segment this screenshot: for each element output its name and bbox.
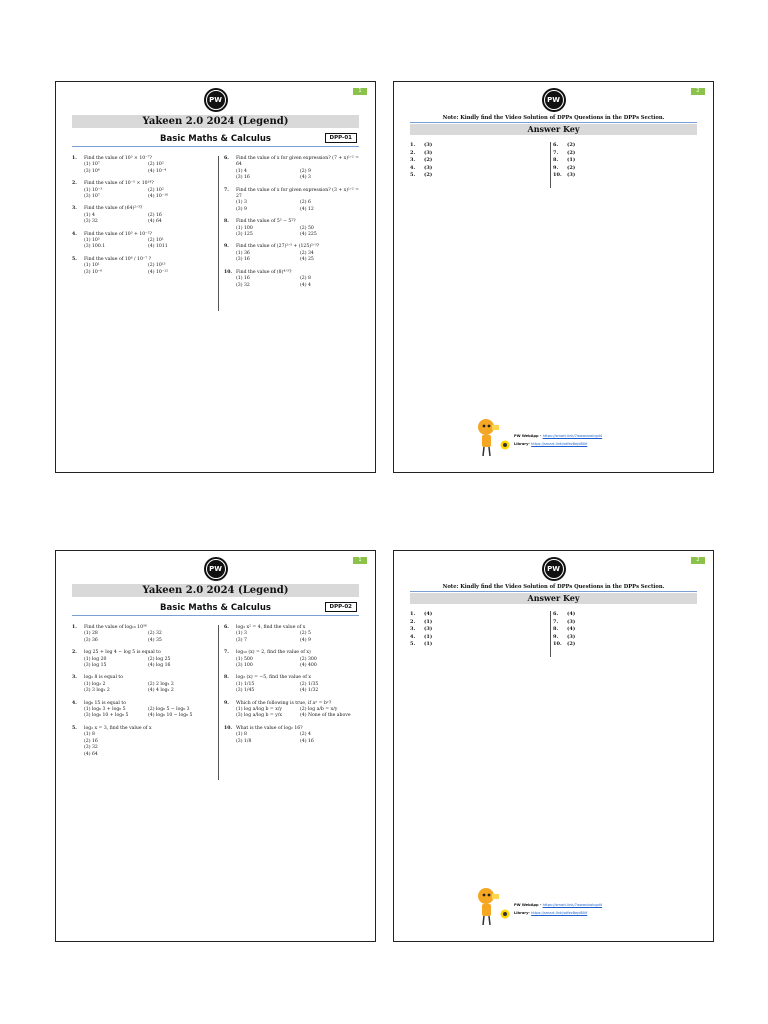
answer-option: (4) 64	[84, 751, 98, 757]
answer-option: (2) log a/b = x/y	[300, 707, 338, 713]
note-divider	[410, 591, 697, 592]
answer-option: (4) log 16	[148, 663, 171, 669]
question-number: 6.	[224, 625, 229, 630]
answer-option: (3) 10⁻⁶	[84, 269, 103, 275]
answer-option: (3) log 15	[84, 663, 107, 669]
answer-row	[410, 611, 550, 619]
title-divider	[72, 615, 359, 616]
answer-option: (3) 3 log₂ 2	[84, 688, 110, 694]
question-text: Find the value of 10³ × 10⁻⁷?	[84, 156, 152, 161]
answer-option: (2) 5	[300, 631, 311, 637]
answer-value: (4)	[424, 611, 433, 617]
question-item	[72, 701, 212, 720]
answer-column-divider	[550, 142, 551, 188]
answer-option: (3) log a/log b = y/x	[236, 713, 282, 719]
answer-column-left	[410, 142, 550, 180]
question-number: 8.	[224, 219, 229, 225]
question-item	[224, 675, 364, 694]
answer-option: (4) 225	[300, 232, 317, 238]
answer-option: (3) 32	[84, 745, 98, 751]
library-icon	[500, 909, 510, 919]
option-grid	[72, 263, 212, 276]
column-divider	[218, 156, 219, 311]
answer-option: (3) 16	[236, 175, 250, 181]
question-number: 1.	[72, 156, 77, 161]
answer-row	[410, 626, 550, 634]
webapp-link[interactable]: https://smart.link/7wwosivoicgd4	[542, 434, 603, 438]
question-item	[224, 701, 364, 720]
question-number: 3.	[72, 206, 77, 212]
answer-key-page-2	[393, 550, 714, 942]
answer-option: (4) 10⁻⁴	[148, 168, 167, 174]
answer-option: (2) 16	[84, 738, 98, 744]
library-link[interactable]: https://smart.link/sdfez8ejd80if	[531, 911, 588, 915]
answer-option: (4) 12	[300, 206, 314, 212]
option-grid	[224, 657, 364, 670]
answer-option: (2) 16	[148, 212, 162, 218]
answer-option	[148, 752, 212, 758]
dpp-badge: DPP-02	[325, 602, 357, 612]
answer-option: (3) 9	[236, 206, 247, 212]
footer-link-list	[514, 432, 602, 448]
answer-option: (4) None of the above	[300, 713, 351, 719]
question-text: log₂ 8 is equal to	[84, 675, 124, 681]
question-item	[72, 650, 212, 669]
question-number: 10.	[224, 269, 232, 275]
answer-number: 8.	[553, 626, 559, 633]
webapp-label: PW WebApp -	[514, 434, 543, 438]
answer-value: (3)	[567, 633, 576, 640]
answer-option: (3) 100.1	[84, 244, 106, 250]
option-grid	[224, 276, 364, 289]
answer-number: 2.	[410, 618, 416, 625]
answer-option: (3) log₆ 10 + log₆ 5	[84, 713, 129, 719]
answer-option: (4) 1011	[148, 244, 168, 250]
question-text: Find the value of (8)⁴ᐟ³?	[236, 269, 292, 275]
answer-row	[410, 142, 550, 150]
answer-row	[553, 641, 693, 649]
answer-option: (4) 25	[300, 257, 314, 263]
answer-option: (4) 10⁻¹⁰	[148, 194, 168, 200]
option-grid	[72, 162, 212, 175]
mascot-icon	[476, 887, 500, 927]
question-number: 8.	[224, 675, 229, 681]
answer-option: (3) 10⁶	[84, 168, 100, 174]
library-label: Library-	[514, 442, 532, 446]
question-number: 2.	[72, 181, 77, 187]
answer-option: (1) 500	[236, 656, 253, 662]
answer-number: 10.	[553, 641, 562, 648]
title-divider	[72, 146, 359, 147]
answer-value: (3)	[424, 142, 433, 148]
answer-option: (1) 10⁷	[84, 162, 100, 168]
answer-option: (1) 10⁻³	[84, 187, 103, 193]
webapp-label: PW WebApp -	[514, 903, 543, 907]
answer-option: (3) 32	[236, 282, 250, 288]
answer-row	[410, 157, 550, 165]
answer-row	[553, 611, 693, 619]
dpp-badge: DPP-01	[325, 133, 357, 143]
answer-value: (3)	[424, 626, 433, 633]
question-item	[224, 650, 364, 669]
answer-option: (1) 100	[236, 225, 253, 231]
answer-option: (1) 8	[84, 732, 95, 738]
answer-option: (2) 4	[300, 732, 311, 738]
answer-row	[553, 142, 693, 150]
question-columns	[72, 625, 361, 921]
question-text: log₆ 15 is equal to	[84, 700, 126, 706]
answer-option: (1) 36	[236, 250, 250, 256]
answer-column-right	[553, 611, 693, 649]
answer-option: (2) 1/35	[300, 681, 319, 687]
answer-option: (4) 4	[300, 282, 311, 288]
footer-link-list	[514, 901, 602, 917]
question-number: 3.	[72, 675, 77, 681]
mascot-icon	[476, 418, 500, 458]
answer-column-divider	[550, 611, 551, 657]
column-divider	[218, 625, 219, 780]
answer-option: (3) 125	[236, 232, 253, 238]
answer-option: (3) 36	[84, 637, 98, 643]
answer-number: 9.	[553, 164, 559, 171]
question-text: Find the value of 5³ − 5²?	[236, 219, 296, 225]
answer-option: (4) 400	[300, 663, 317, 669]
question-item	[72, 625, 212, 644]
library-icon	[500, 440, 510, 450]
answer-value: (2)	[567, 149, 576, 156]
subject-title: Basic Maths & Calculus	[160, 603, 271, 613]
page-number: 1	[353, 88, 367, 95]
answer-number: 8.	[553, 157, 559, 164]
question-item	[224, 270, 364, 289]
pw-logo-icon: PW	[204, 557, 228, 581]
option-grid	[72, 213, 212, 226]
answer-option: (1) 4	[84, 212, 95, 218]
answer-option: (3) 1/8	[236, 738, 252, 744]
answer-option: (4) log₆ 10 − log₆ 5	[148, 713, 193, 719]
option-grid	[72, 238, 212, 251]
pw-logo-icon: PW	[542, 88, 566, 112]
library-link[interactable]: https://smart.link/sdfez8ejd80if	[531, 442, 588, 446]
answer-number: 9.	[553, 633, 559, 640]
question-item	[224, 156, 364, 182]
question-item	[224, 625, 364, 644]
question-text: Find the value of 10⁻⁵ × 10¹⁴?	[84, 181, 154, 187]
answer-value: (3)	[424, 164, 433, 171]
question-item	[72, 257, 212, 276]
option-grid	[224, 169, 364, 182]
answer-row	[553, 157, 693, 165]
answer-option: (2) 6	[300, 200, 311, 206]
dpp-02-question-page	[55, 550, 376, 942]
question-item	[72, 181, 212, 200]
answer-number: 7.	[553, 618, 559, 625]
answer-number: 7.	[553, 149, 559, 156]
answer-value: (2)	[424, 157, 433, 164]
answer-option: (4) 3	[300, 175, 311, 181]
answer-option: (2) 32	[148, 631, 162, 637]
batch-title: Yakeen 2.0 2024 (Legend)	[72, 584, 359, 597]
option-grid	[224, 226, 364, 239]
question-text: Find the value of log₁₀ 10³⁶	[84, 625, 147, 630]
answer-option: (4) 64	[148, 219, 162, 225]
answer-key-title: Answer Key	[410, 124, 697, 135]
answer-option: (3) 1/45	[236, 688, 255, 694]
batch-title: Yakeen 2.0 2024 (Legend)	[72, 115, 359, 128]
question-column-left	[72, 156, 212, 282]
answer-number: 5.	[410, 641, 416, 648]
question-item	[72, 156, 212, 175]
option-grid	[224, 251, 364, 264]
answer-option: (1) 3	[236, 200, 247, 206]
answer-option: (1) 8	[236, 732, 247, 738]
question-item	[224, 726, 364, 745]
answer-option: (4) 10⁻¹²	[148, 269, 168, 275]
answer-key-title: Answer Key	[410, 593, 697, 604]
answer-number: 4.	[410, 164, 416, 171]
video-solution-note: Note: Kindly find the Video Solution of DPPs Questions in the DPPs Section.	[442, 584, 665, 590]
option-grid	[72, 631, 212, 644]
answer-value: (4)	[567, 626, 576, 633]
question-number: 9.	[224, 700, 229, 706]
footer-links	[476, 887, 636, 929]
question-text: log₂ x = 3, find the value of x	[84, 725, 152, 731]
answer-option: (3) 7	[236, 637, 247, 643]
answer-option: (1) log₆ 3 + log₆ 5	[84, 707, 126, 713]
answer-option: (2) log₆ 5 − log₆ 3	[148, 707, 190, 713]
question-text: Which of the following is true, if aˣ = bʸ?	[236, 700, 332, 706]
answer-row	[553, 172, 693, 180]
pw-logo-icon: PW	[542, 557, 566, 581]
question-number: 10.	[224, 725, 232, 731]
question-column-left	[72, 625, 212, 764]
page-number: 2	[691, 557, 705, 564]
answer-option: (2) 9	[300, 168, 311, 174]
answer-value: (1)	[424, 633, 433, 640]
answer-option: (2) log 25	[148, 656, 171, 662]
question-number: 6.	[224, 156, 229, 161]
question-item	[224, 219, 364, 238]
answer-value: (2)	[424, 172, 433, 179]
answer-value: (3)	[567, 172, 576, 179]
question-text: Find the value of (27)²ᐟ³ + (125)²ᐟ³?	[236, 244, 320, 250]
answer-option: (2) 10¹³	[148, 263, 166, 269]
question-text: Find the value of x for given expression? (3 + x)¹ᐟ² = 27	[236, 187, 359, 200]
question-text: Find the value of 10⁶ / 10⁻⁷ ?	[84, 256, 152, 262]
question-number: 5.	[72, 256, 77, 262]
question-text: Find the value of 10³ + 10⁻²?	[84, 231, 152, 237]
subject-title: Basic Maths & Calculus	[160, 134, 271, 144]
answer-option: (1) 10⁵	[84, 238, 100, 244]
answer-option: (3) 32	[84, 219, 98, 225]
question-columns	[72, 156, 361, 452]
answer-option: (3) 10⁷	[84, 194, 100, 200]
question-number: 4.	[72, 700, 77, 706]
pw-logo-icon: PW	[204, 88, 228, 112]
question-item	[224, 188, 364, 214]
answer-option: (4) 16	[300, 738, 314, 744]
answer-value: (4)	[567, 611, 576, 617]
question-item	[72, 726, 212, 758]
video-solution-note: Note: Kindly find the Video Solution of DPPs Questions in the DPPs Section.	[442, 115, 665, 121]
question-item	[72, 232, 212, 251]
answer-number: 6.	[553, 142, 559, 148]
answer-option: (2) 10²	[148, 187, 164, 193]
answer-value: (3)	[567, 618, 576, 625]
answer-option: (2) 300	[300, 656, 317, 662]
answer-column-left	[410, 611, 550, 649]
option-grid	[224, 707, 364, 720]
option-grid	[72, 657, 212, 670]
question-text: log₁₀ (x) = 2, find the value of x)	[236, 650, 311, 656]
answer-row	[553, 626, 693, 634]
dpp-01-question-page	[55, 81, 376, 473]
answer-number: 4.	[410, 633, 416, 640]
page-number: 2	[691, 88, 705, 95]
option-grid	[72, 707, 212, 720]
question-number: 7.	[224, 187, 229, 193]
answer-value: (1)	[424, 641, 433, 648]
answer-option: (2) 34	[300, 250, 314, 256]
answer-option: (1) log 20	[84, 656, 107, 662]
question-column-right	[224, 625, 364, 751]
note-divider	[410, 122, 697, 123]
answer-option: (4) 35	[148, 637, 162, 643]
answer-value: (3)	[424, 149, 433, 156]
question-text: log₃ x² = 4, find the value of x	[236, 625, 306, 630]
answer-number: 3.	[410, 626, 416, 633]
question-text: log 25 + log 4 − log 5 is equal to	[84, 650, 161, 656]
answer-number: 1.	[410, 142, 416, 148]
answer-option: (1) 1/15	[236, 681, 255, 687]
answer-option: (4) 4 log₂ 2	[148, 688, 174, 694]
answer-number: 10.	[553, 172, 562, 179]
answer-number: 2.	[410, 149, 416, 156]
answer-value: (1)	[424, 618, 433, 625]
question-text: What is the value of log₂ 16?	[236, 725, 303, 731]
webapp-link[interactable]: https://smart.link/7wwosivoicgd4	[542, 903, 603, 907]
answer-option: (1) 3	[236, 631, 247, 637]
page-number: 1	[353, 557, 367, 564]
answer-option: (1) log₂ 2	[84, 681, 106, 687]
answer-key-page-1	[393, 81, 714, 473]
option-grid	[224, 682, 364, 695]
question-column-right	[224, 156, 364, 295]
question-number: 2.	[72, 650, 77, 656]
option-grid	[224, 631, 364, 644]
answer-option: (1) log a/log b = x/y	[236, 707, 282, 713]
answer-option: (1) 28	[84, 631, 98, 637]
question-number: 5.	[72, 725, 77, 731]
option-grid	[72, 188, 212, 201]
question-item	[72, 675, 212, 694]
question-item	[224, 244, 364, 263]
library-label: Library-	[514, 911, 532, 915]
answer-row	[410, 172, 550, 180]
answer-number: 3.	[410, 157, 416, 164]
answer-option: (2) 10²	[148, 162, 164, 168]
answer-option: (1) 4	[236, 168, 247, 174]
question-number: 4.	[72, 231, 77, 237]
question-number: 7.	[224, 650, 229, 656]
option-grid	[224, 732, 364, 745]
answer-value: (2)	[567, 142, 576, 148]
answer-option: (3) 16	[236, 257, 250, 263]
answer-option: (2) 2 log₂ 2	[148, 681, 174, 687]
question-number: 1.	[72, 625, 77, 630]
answer-value: (1)	[567, 157, 576, 164]
answer-number: 6.	[553, 611, 559, 617]
answer-option: (2) 10¹	[148, 238, 164, 244]
question-text: Find the value of (64)²ᐟ³?	[84, 206, 143, 212]
answer-number: 5.	[410, 172, 416, 179]
answer-row	[410, 641, 550, 649]
footer-links	[476, 418, 636, 460]
answer-option: (4) 1/32	[300, 688, 319, 694]
answer-option: (2) 50	[300, 225, 314, 231]
option-grid	[224, 200, 364, 213]
answer-value: (2)	[567, 641, 576, 648]
answer-column-right	[553, 142, 693, 180]
answer-option: (4) 9	[300, 637, 311, 643]
question-number: 9.	[224, 244, 229, 250]
answer-number: 1.	[410, 611, 416, 617]
answer-option: (1) 10¹	[84, 263, 100, 269]
question-text: log₂ (x) = −5, find the value of x	[236, 675, 311, 681]
option-grid	[72, 682, 212, 695]
answer-option: (3) 100	[236, 663, 253, 669]
question-text: Find the value of x for given expression? (7 + x)¹ᐟ² = 64	[236, 156, 359, 168]
answer-option: (1) 16	[236, 276, 250, 282]
option-grid	[72, 732, 212, 758]
question-item	[72, 206, 212, 225]
answer-value: (2)	[567, 164, 576, 171]
answer-option: (2) 8	[300, 276, 311, 282]
